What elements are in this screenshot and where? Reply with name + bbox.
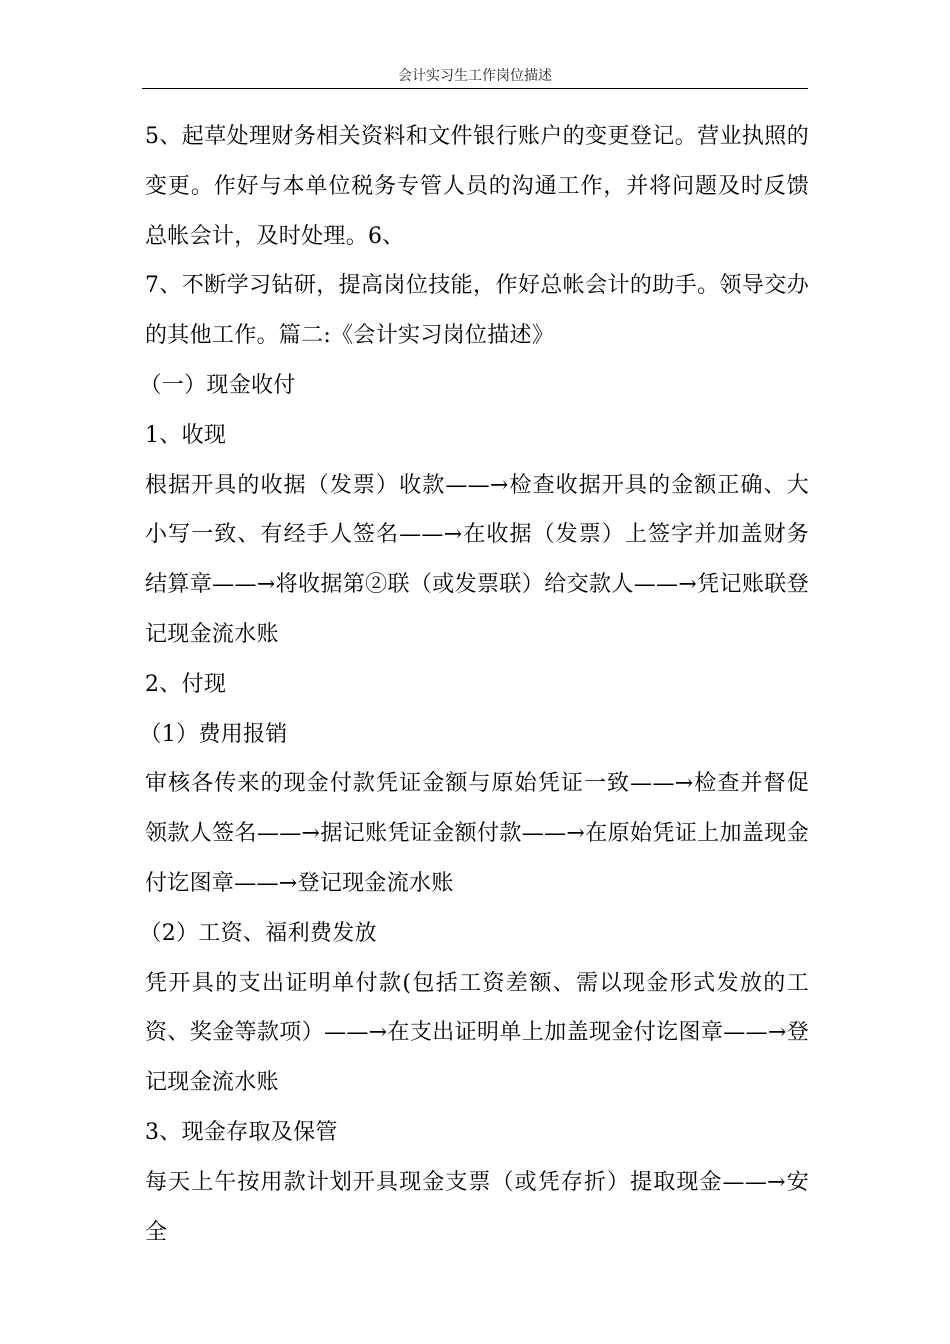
subheading-pay-cash: 2、付现 [145,671,227,697]
paragraph-receive-flow: 根据开具的收据（发票）收款——→检查收据开具的金额正确、大小写一致、有经手人签名——→在收据（发票）上签字并加盖财务结算章——→将收据第②联（或发票联）给交款人——→凭记账联登记现金流水账 [145,472,809,647]
header-divider [142,88,808,89]
paragraph-salary-flow: 凭开具的支出证明单付款(包括工资差额、需以现金形式发放的工资、奖金等款项）——→在支出证明单上加盖现金付讫图章——→登记现金流水账 [145,970,809,1096]
page-header-title: 会计实习生工作岗位描述 [398,68,552,84]
section-heading-cash: （一）现金收付 [139,372,296,398]
subheading-expense-reimbursement: （1）费用报销 [139,721,288,747]
subheading-cash-storage: 3、现金存取及保管 [145,1119,338,1145]
paragraph-expense-flow: 审核各传来的现金付款凭证金额与原始凭证一致——→检查并督促领款人签名——→据记账凭证金额付款——→在原始凭证上加盖现金付讫图章——→登记现金流水账 [145,771,809,896]
subheading-receive-cash: 1、收现 [145,422,227,448]
subheading-salary-payment: （2）工资、福利费发放 [139,920,377,946]
paragraph-item-5: 5、起草处理财务相关资料和文件银行账户的变更登记。营业执照的变更。作好与本单位税务专管人员的沟通工作，并将问题及时反馈总帐会计，及时处理。6、 [145,124,809,249]
document-body [139,112,809,1257]
paragraph-item-7: 7、不断学习钻研，提高岗位技能，作好总帐会计的助手。领导交办的其他工作。篇二:《会计实习岗位描述》 [145,273,809,349]
paragraph-cash-storage-flow: 每天上午按用款计划开具现金支票（或凭存折）提取现金——→安全 [145,1169,809,1245]
